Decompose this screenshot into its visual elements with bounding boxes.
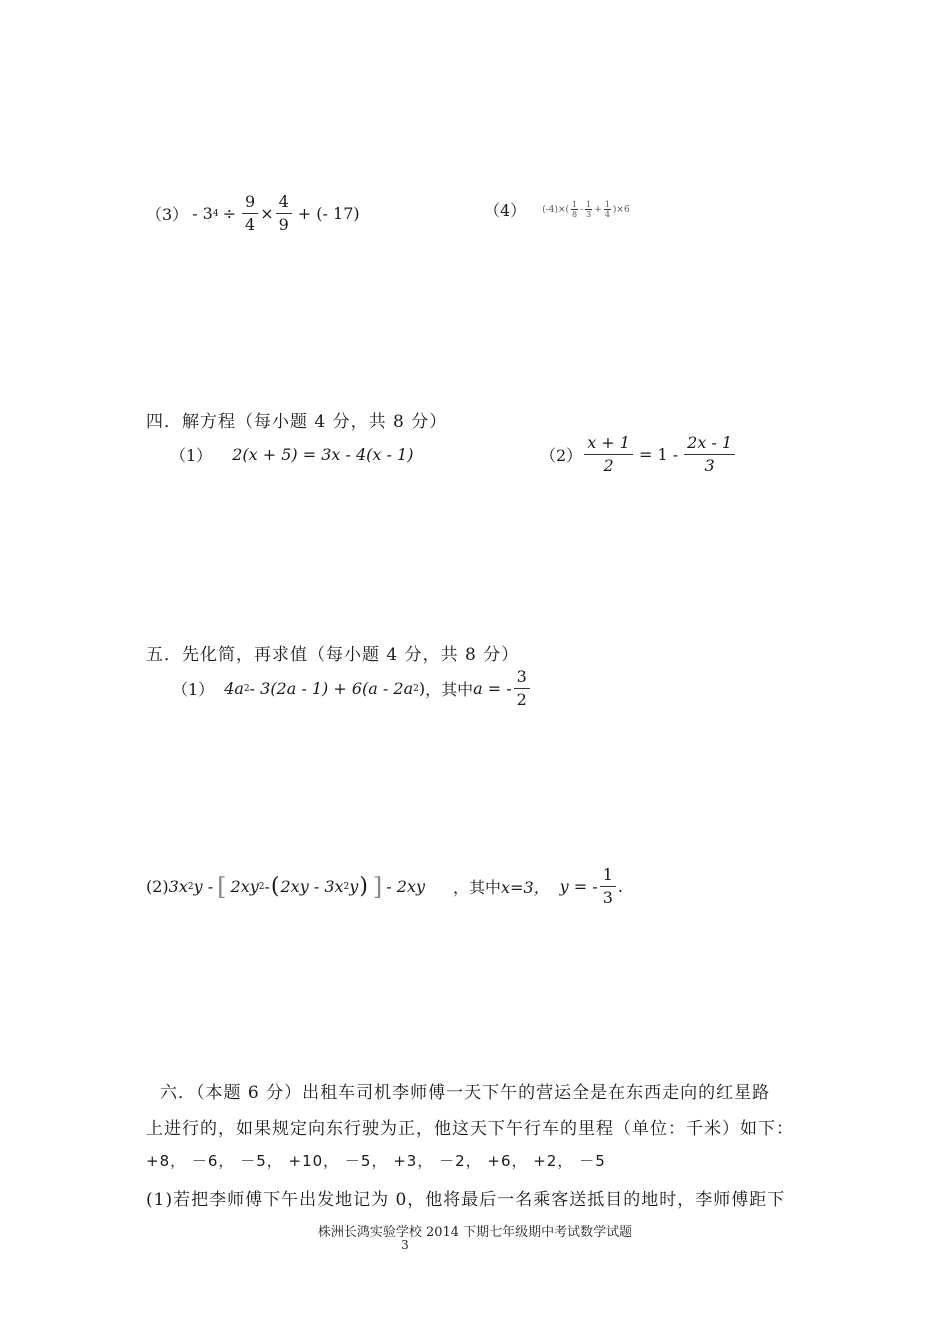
simplify-problem-2: (2) 3x 2 y - [ 2xy 2 - ( 2xy - 3x 2 y ) ] - 2xy ，其中 x=3， y = - $\frac{1}{3}$ .	[146, 865, 623, 907]
fraction: $\frac{x + 1}{2}$	[584, 434, 633, 475]
section-6-line-4: (1)若把李师傅下午出发地记为 0，他将最后一名乘客送抵目的地时，李师傅距下	[146, 1190, 786, 1210]
fraction: $\frac{3}{2}$	[514, 668, 530, 709]
section-4-heading: 四．解方程（每小题 4 分，共 8 分）	[146, 412, 448, 432]
equation-1: （1） 2(x + 5) = 3x - 4(x - 1)	[170, 445, 414, 465]
problem-3-label: （3）	[146, 205, 189, 224]
problem-3-expression: （3） - 3 4 ÷ $\frac{9}{4}$ × $\frac{4}{9}$ + (- 17)	[146, 192, 360, 234]
section-6-line-1: 六．（本题 6 分）出租车司机李师傅一天下午的营运全是在东西走向的红星路	[160, 1083, 771, 1103]
fraction: $\frac{1}{3}$	[600, 866, 616, 907]
section-6-mileage-list: +8， －6， －5， +10， －5， +3， －2， +6， +2， －5	[146, 1152, 606, 1170]
section-6-line-2: 上进行的，如果规定向东行驶为正，他这天下午行车的里程（单位：千米）如下：	[146, 1119, 794, 1139]
fraction: $\frac{4}{9}$	[276, 193, 292, 234]
problem-4-label: （4）	[484, 201, 527, 220]
page-number: 3	[401, 1238, 409, 1252]
footer-title: 株洲长鸿实验学校 2014 下期七年级期中考试数学试题	[317, 1225, 633, 1240]
fraction: $\frac{9}{4}$	[242, 193, 258, 234]
equation-2: （2） $\frac{x + 1}{2}$ = 1 - $\frac{2x - 1}{3}$	[540, 434, 737, 475]
section-5-heading: 五．先化简，再求值（每小题 4 分，共 8 分）	[146, 645, 520, 665]
problem-4-expression	[484, 198, 630, 221]
simplify-problem-1: （1） 4a 2 - 3(2a - 1) + 6(a - 2a 2 ) ，其中 a = - $\frac{3}{2}$	[172, 668, 532, 709]
problem-4-small-expression: (-4)×( $\frac{1}{8}$ - $\frac{1}{3}$ + $\frac{1}{4}$ )×6	[542, 200, 630, 219]
fraction: $\frac{2x - 1}{3}$	[684, 434, 735, 475]
